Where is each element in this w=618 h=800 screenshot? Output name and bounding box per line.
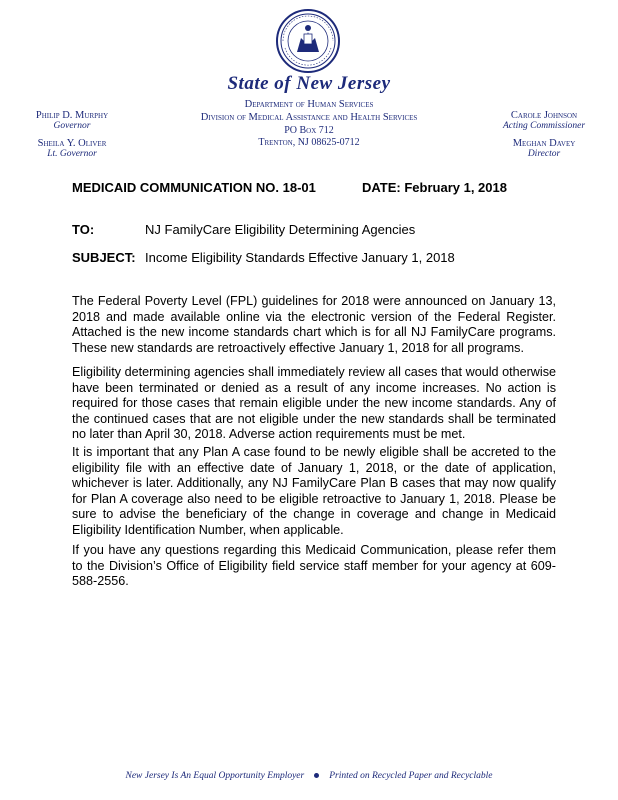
footer-eeo: New Jersey Is An Equal Opportunity Employer [125, 771, 305, 781]
po-box: PO Box 712 [284, 125, 334, 136]
division-name: Division of Medical Assistance and Health Services [200, 112, 418, 123]
official-title: Director [527, 149, 561, 159]
official-name: Carole Johnson [510, 110, 578, 121]
communication-date: DATE: February 1, 2018 [362, 180, 507, 195]
bullet-icon [314, 773, 319, 778]
official-right-2 [494, 138, 594, 159]
official-title: Lt. Governor [47, 149, 97, 159]
footer-recycled: Printed on Recycled Paper and Recyclable [329, 771, 493, 781]
to-value: NJ FamilyCare Eligibility Determining Agencies [145, 222, 416, 237]
state-name-wordmark: State of New Jersey [227, 73, 391, 94]
body-paragraph-4: If you have any questions regarding this Medicaid Communication, please refer them to the Division’s Office of Eligibility field service staff member for your agency at 609-588-2556. [72, 543, 556, 589]
communication-number: MEDICAID COMMUNICATION NO. 18-01 [72, 180, 316, 195]
official-title: Governor [53, 121, 91, 131]
body-paragraph-2: Eligibility determining agencies shall immediately review all cases that would otherwise have been terminated or denied as a result of any income increases. No action is required for those cases that remain eligible under the new income standards. Any of the continued cases that are not eligible under the new standards shall be terminated no later than April 30, 2018. Adverse action requirements must be met. [72, 365, 556, 442]
department-name: Department of Human Services [244, 99, 374, 110]
body-paragraph-1: The Federal Poverty Level (FPL) guidelines for 2018 were announced on January 13, 2018 and made available online via the electronic version of the Federal Register. Attached is the new income standards chart which is for all NJ FamilyCare programs. These new standards are retroactively effective January 1, 2018 for all programs. [72, 294, 556, 355]
official-title: Acting Commissioner [502, 121, 586, 131]
official-name: Sheila Y. Oliver [37, 138, 107, 149]
footer [0, 771, 618, 781]
official-right-1 [494, 110, 594, 131]
official-name: Meghan Davey [512, 138, 576, 149]
official-left-2 [28, 138, 116, 159]
to-label: TO: [72, 222, 95, 237]
subject-value: Income Eligibility Standards Effective January 1, 2018 [145, 250, 455, 265]
official-name: Philip D. Murphy [35, 110, 109, 121]
city-address: Trenton, NJ 08625-0712 [258, 137, 360, 148]
body-paragraph-3: It is important that any Plan A case found to be newly eligible shall be accreted to the eligibility file with an effective date of January 1, 2018, or the date of application, whichever is later. Additionally, any NJ FamilyCare Plan B cases that may now qualify for Plan A coverage also need to be eligible retroactive to January 1, 2018. Please be sure to advise the beneficiary of the change in coverage and change in Medicaid Eligibility Identification Number, when applicable. [72, 445, 556, 537]
subject-label: SUBJECT: [72, 250, 136, 265]
official-left-1 [28, 110, 116, 131]
state-seal-icon [275, 8, 341, 74]
